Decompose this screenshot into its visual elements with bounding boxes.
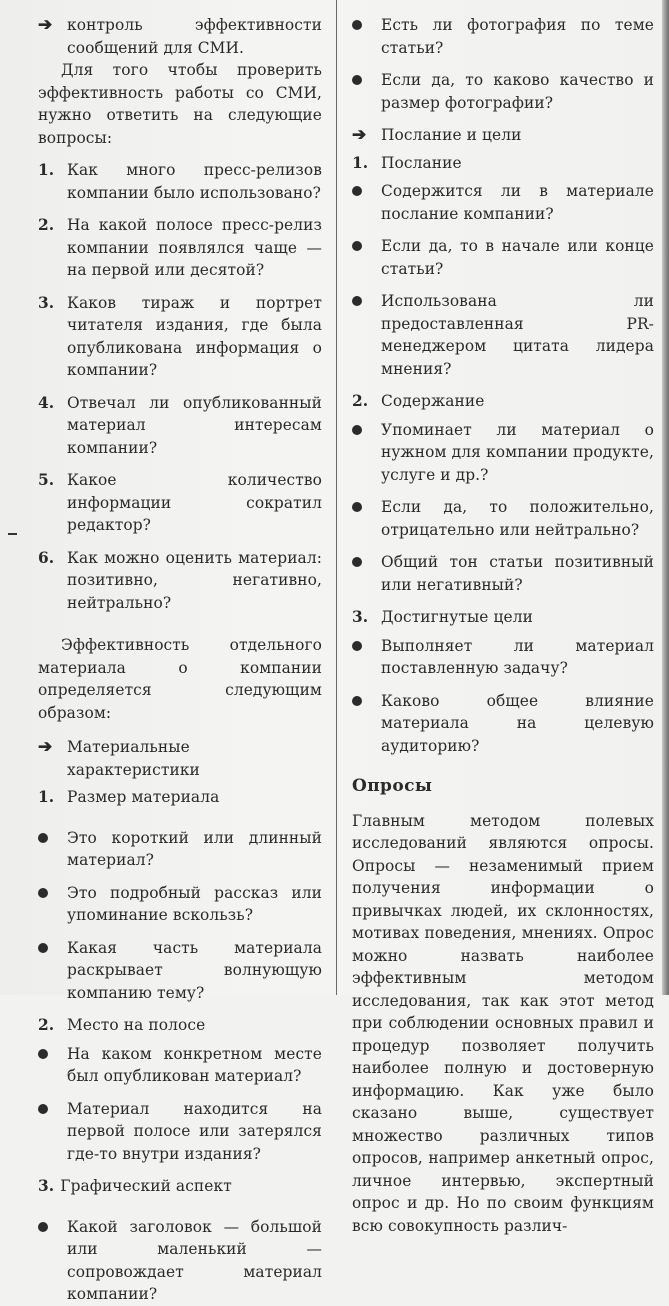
bullet-icon xyxy=(352,241,362,251)
surveys-paragraph: Главным методом полевых исследований являются опросы. Опросы — незаменимый прием получения информации о привычках людей, их склонностях, мотивах поведения, мнениях. Опрос можно назвать наиболее эффективным методом исследования, так как этот метод при соблюдении основных правил и процедур позволяет получить наиболее полную и достоверную информацию. Как уже было сказано выше, существует множество различных типов опросов, например анкетный опрос, личное интервью, экспертный опрос и др. Но по своим функциям всю совокупность различ- xyxy=(352,811,654,1235)
bullet-text: Материал находится на первой полосе или затерялся где-то внутри издания? xyxy=(67,1099,322,1163)
section-arrow-item xyxy=(352,124,654,147)
section-arrow-item xyxy=(38,736,322,781)
bullet-item xyxy=(352,235,654,280)
section-title: Материальные характеристики xyxy=(67,738,200,779)
bullet-item xyxy=(352,180,654,225)
bullet-icon xyxy=(38,1049,48,1059)
bullet-text: Содержится ли в материале послание компании? xyxy=(381,182,654,223)
arrow-icon: ➔ xyxy=(352,125,367,145)
question-item xyxy=(38,292,322,382)
question-item xyxy=(38,547,322,615)
bullet-item xyxy=(38,882,322,927)
section-heading: Опросы xyxy=(352,776,433,796)
bullet-item xyxy=(352,635,654,680)
intro-paragraph: Для того чтобы проверить эффективность работы со СМИ, нужно ответить на следующие вопросы: xyxy=(38,61,322,147)
left-column xyxy=(38,14,322,1306)
subsection-number: 2. xyxy=(352,392,369,410)
question-number: 5. xyxy=(38,471,55,489)
question-text: Как можно оценить материал: позитивно, негативно, нейтрально? xyxy=(67,548,322,612)
bullet-icon xyxy=(38,833,48,843)
effectiveness-paragraph: Эффективность отдельного материала о компании определяется следующим образом: xyxy=(38,636,322,722)
bullet-item xyxy=(352,419,654,487)
bullet-item xyxy=(38,937,322,1005)
subsection-label: Место на полосе xyxy=(67,1016,206,1034)
bullet-item xyxy=(38,1043,322,1088)
question-text: Какое количество информации сократил редактор? xyxy=(67,471,322,534)
bullet-text: Это короткий или длинный материал? xyxy=(67,828,322,869)
subsection-number: 2. xyxy=(38,1016,55,1034)
subsection-title xyxy=(352,152,654,175)
bullet-text: Упоминает ли материал о нужном для компании продукте, услуге и др.? xyxy=(381,420,654,484)
subsection-title xyxy=(38,786,322,809)
bullet-item xyxy=(352,551,654,596)
question-text: На какой полосе пресс-релиз компании появлялся чаще — на первой или десятой? xyxy=(67,216,322,279)
arrow-icon: ➔ xyxy=(38,737,53,757)
bullet-icon xyxy=(38,1104,48,1114)
subsection-number: 1. xyxy=(352,153,369,172)
bullet-item xyxy=(352,14,654,59)
subsection-label: Размер материала xyxy=(67,788,220,806)
question-number: 6. xyxy=(38,548,55,567)
arrow-item-text: контроль эффективности сообщений для СМИ. xyxy=(67,16,322,57)
subsection-title xyxy=(352,390,654,413)
question-number: 2. xyxy=(38,216,55,234)
question-text: Отвечал ли опубликованный материал интересам компании? xyxy=(67,393,322,457)
bullet-icon xyxy=(38,1222,48,1232)
question-item xyxy=(38,392,322,460)
subsection-label: Графический аспект xyxy=(60,1177,232,1195)
arrow-item xyxy=(38,14,322,59)
question-item xyxy=(38,214,322,282)
bullet-item xyxy=(38,827,322,872)
bullet-icon xyxy=(38,888,48,898)
bullet-text: Если да, то в начале или конце статьи? xyxy=(381,237,654,278)
bullet-item xyxy=(352,496,654,541)
bullet-item xyxy=(352,290,654,380)
question-number: 1. xyxy=(38,161,55,179)
bullet-text: Это подробный рассказ или упоминание вскользь? xyxy=(67,883,322,924)
question-text: Каков тираж и портрет читателя издания, где была опубликована информация о компании? xyxy=(67,293,322,379)
bullet-text: Какой заголовок — большой или маленький — сопровождает материал компании? xyxy=(67,1217,322,1303)
question-number: 4. xyxy=(38,393,55,412)
bullet-icon xyxy=(352,557,362,567)
subsection-number: 3. xyxy=(38,1177,55,1195)
subsection-title xyxy=(38,1175,322,1198)
subsection-title xyxy=(352,606,654,629)
margin-mark xyxy=(8,533,17,535)
bullet-text: Каково общее влияние материала на целевую аудиторию? xyxy=(381,691,654,755)
subsection-label: Послание xyxy=(381,153,462,172)
bullet-text: Общий тон статьи позитивный или негативный? xyxy=(381,553,654,594)
bullet-icon xyxy=(352,641,362,651)
subsection-label: Достигнутые цели xyxy=(381,608,533,626)
bullet-item xyxy=(38,1216,322,1306)
bullet-icon xyxy=(352,502,362,512)
bullet-text: Какая часть материала раскрывает волнующую компанию тему? xyxy=(67,938,322,1002)
bullet-icon xyxy=(352,20,362,30)
bullet-icon xyxy=(352,296,362,306)
question-item xyxy=(38,159,322,204)
bullet-text: Использована ли предоставленная PR-менеджером цитата лидера мнения? xyxy=(381,292,654,378)
subsection-label: Содержание xyxy=(381,392,485,410)
bullet-text: Есть ли фотография по теме статьи? xyxy=(381,16,654,57)
bullet-item xyxy=(352,69,654,114)
subsection-title xyxy=(38,1014,322,1037)
arrow-icon: ➔ xyxy=(38,15,53,35)
right-column xyxy=(352,14,654,1237)
bullet-icon xyxy=(352,696,362,706)
question-item xyxy=(38,469,322,537)
bullet-text: Если да, то каково качество и размер фотографии? xyxy=(381,71,654,112)
bullet-text: На каком конкретном месте был опубликован материал? xyxy=(67,1044,322,1085)
bullet-text: Выполняет ли материал поставленную задачу? xyxy=(381,636,654,677)
bullet-icon xyxy=(352,425,362,435)
bullet-icon xyxy=(352,75,362,85)
bullet-item xyxy=(38,1098,322,1166)
question-text: Как много пресс-релизов компании было использовано? xyxy=(67,161,322,202)
bullet-item xyxy=(352,690,654,758)
bullet-icon xyxy=(352,186,362,196)
section-title: Послание и цели xyxy=(381,126,522,144)
subsection-number: 1. xyxy=(38,788,55,806)
bullet-text: Если да, то положительно, отрицательно или нейтрально? xyxy=(381,498,654,539)
subsection-number: 3. xyxy=(352,608,369,626)
bullet-icon xyxy=(38,943,48,953)
scan-edge-shadow xyxy=(662,0,669,995)
question-number: 3. xyxy=(38,293,55,312)
column-divider xyxy=(336,0,337,995)
